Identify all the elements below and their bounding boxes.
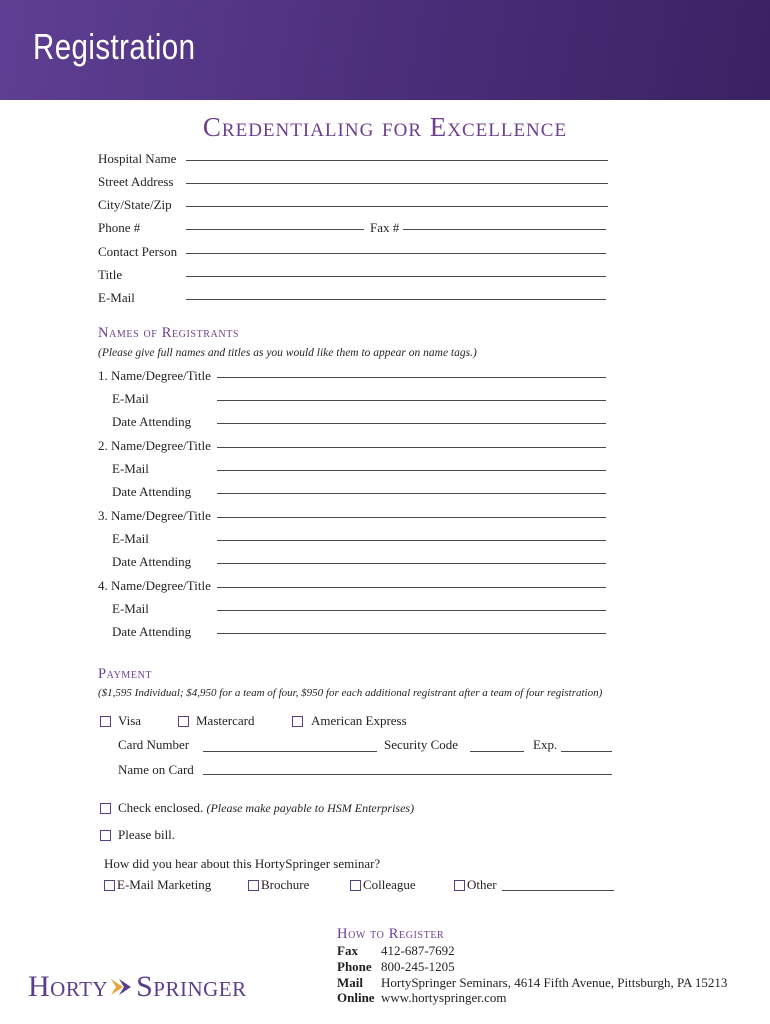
street-address-label: Street Address [98,174,174,189]
fax-row [337,943,455,959]
title-field[interactable] [186,276,606,277]
check-enclosed-row [118,800,414,816]
online-register-value[interactable]: www.hortyspringer.com [381,990,507,1005]
mastercard-label: Mastercard [196,713,255,728]
colleague-checkbox[interactable] [350,880,361,891]
phone-label: Phone # [98,220,141,235]
phone-field[interactable] [186,229,364,230]
visa-label: Visa [118,713,142,728]
visa-checkbox[interactable] [100,716,111,727]
email-label: E-Mail [98,290,135,305]
registrant-1-name-field[interactable] [217,377,606,378]
logo-text-left: Horty [28,970,109,1003]
exp-label: Exp. [533,737,558,752]
other-field[interactable] [502,890,614,891]
registrant-3-email-field[interactable] [217,540,606,541]
phone-register-label: Phone [337,959,372,974]
street-address-field[interactable] [186,183,608,184]
registrant-1-email-field[interactable] [217,400,606,401]
name-on-card-field[interactable] [203,774,612,775]
contact-person-label: Contact Person [98,244,178,259]
mail-register-label: Mail [337,975,363,990]
phone-row [337,959,455,975]
hospital-name-field[interactable] [186,160,608,161]
colleague-label: Colleague [363,877,416,892]
registrant-2-date-field[interactable] [217,493,606,494]
form-title: Credentialing for Excellence [202,112,568,142]
card-number-label: Card Number [118,737,190,752]
logo-text-right: Springer [136,970,247,1003]
registrant-4-name-label: 4. Name/Degree/Title [98,578,211,593]
registrant-3-date-label: Date Attending [112,554,192,569]
referral-question: How did you hear about this HortySpringer seminar? [104,856,381,871]
registrants-note: (Please give full names and titles as you would like them to appear on name tags.) [98,347,477,359]
registrant-3-name-label: 3. Name/Degree/Title [98,508,211,523]
please-bill-label: Please bill. [118,827,176,842]
registrant-3-name-field[interactable] [217,517,606,518]
mail-register-value: HortySpringer Seminars, 4614 Fifth Avenue, Pittsburgh, PA 15213 [381,975,728,990]
brochure-checkbox[interactable] [248,880,259,891]
registrant-3-email-label: E-Mail [112,531,149,546]
registrant-3-date-field[interactable] [217,563,606,564]
check-enclosed-checkbox[interactable] [100,803,111,814]
registrants-heading: Names of Registrants [98,325,240,341]
online-row [337,990,507,1006]
registrant-4-date-field[interactable] [217,633,606,634]
city-state-zip-field[interactable] [186,206,608,207]
registrant-1-email-label: E-Mail [112,391,149,406]
email-marketing-checkbox[interactable] [104,880,115,891]
security-code-label: Security Code [384,737,459,752]
online-register-label: Online [337,990,375,1005]
fax-register-label: Fax [337,943,358,958]
registrant-2-email-field[interactable] [217,470,606,471]
registrant-4-date-label: Date Attending [112,624,192,639]
header-banner [0,0,770,100]
brochure-label: Brochure [261,877,310,892]
hospital-name-label: Hospital Name [98,151,177,166]
registrant-4-email-label: E-Mail [112,601,149,616]
other-checkbox[interactable] [454,880,465,891]
payment-heading: Payment [98,666,153,682]
registrant-2-name-label: 2. Name/Degree/Title [98,438,211,453]
fax-label: Fax # [370,220,400,235]
city-state-zip-label: City/State/Zip [98,197,172,212]
check-enclosed-label: Check enclosed. [118,800,204,815]
registrant-4-email-field[interactable] [217,610,606,611]
please-bill-checkbox[interactable] [100,830,111,841]
other-label: Other [467,877,497,892]
mastercard-checkbox[interactable] [178,716,189,727]
logo-arrow-icon [109,972,135,1006]
contact-person-field[interactable] [186,253,606,254]
payment-note: ($1,595 Individual; $4,950 for a team of four, $950 for each additional registrant after a team of four registration) [98,687,603,699]
registrant-1-name-label: 1. Name/Degree/Title [98,368,211,383]
email-marketing-label: E-Mail Marketing [117,877,212,892]
registrant-1-date-label: Date Attending [112,414,192,429]
fax-field[interactable] [403,229,606,230]
registrant-4-name-field[interactable] [217,587,606,588]
page-title: Registration [33,26,196,67]
email-field[interactable] [186,299,606,300]
registrant-1-date-field[interactable] [217,423,606,424]
name-on-card-label: Name on Card [118,762,194,777]
registrant-2-date-label: Date Attending [112,484,192,499]
security-code-field[interactable] [470,751,524,752]
amex-label: American Express [311,713,407,728]
title-label: Title [98,267,123,282]
check-enclosed-note: (Please make payable to HSM Enterprises) [206,801,415,815]
card-number-field[interactable] [203,751,377,752]
how-to-register-heading: How to Register [337,926,445,942]
amex-checkbox[interactable] [292,716,303,727]
fax-register-value: 412-687-7692 [381,943,455,958]
mail-row [337,975,728,991]
exp-field[interactable] [561,751,612,752]
registrant-2-name-field[interactable] [217,447,606,448]
hortyspringer-logo [28,970,247,1006]
phone-register-value: 800-245-1205 [381,959,455,974]
registrant-2-email-label: E-Mail [112,461,149,476]
